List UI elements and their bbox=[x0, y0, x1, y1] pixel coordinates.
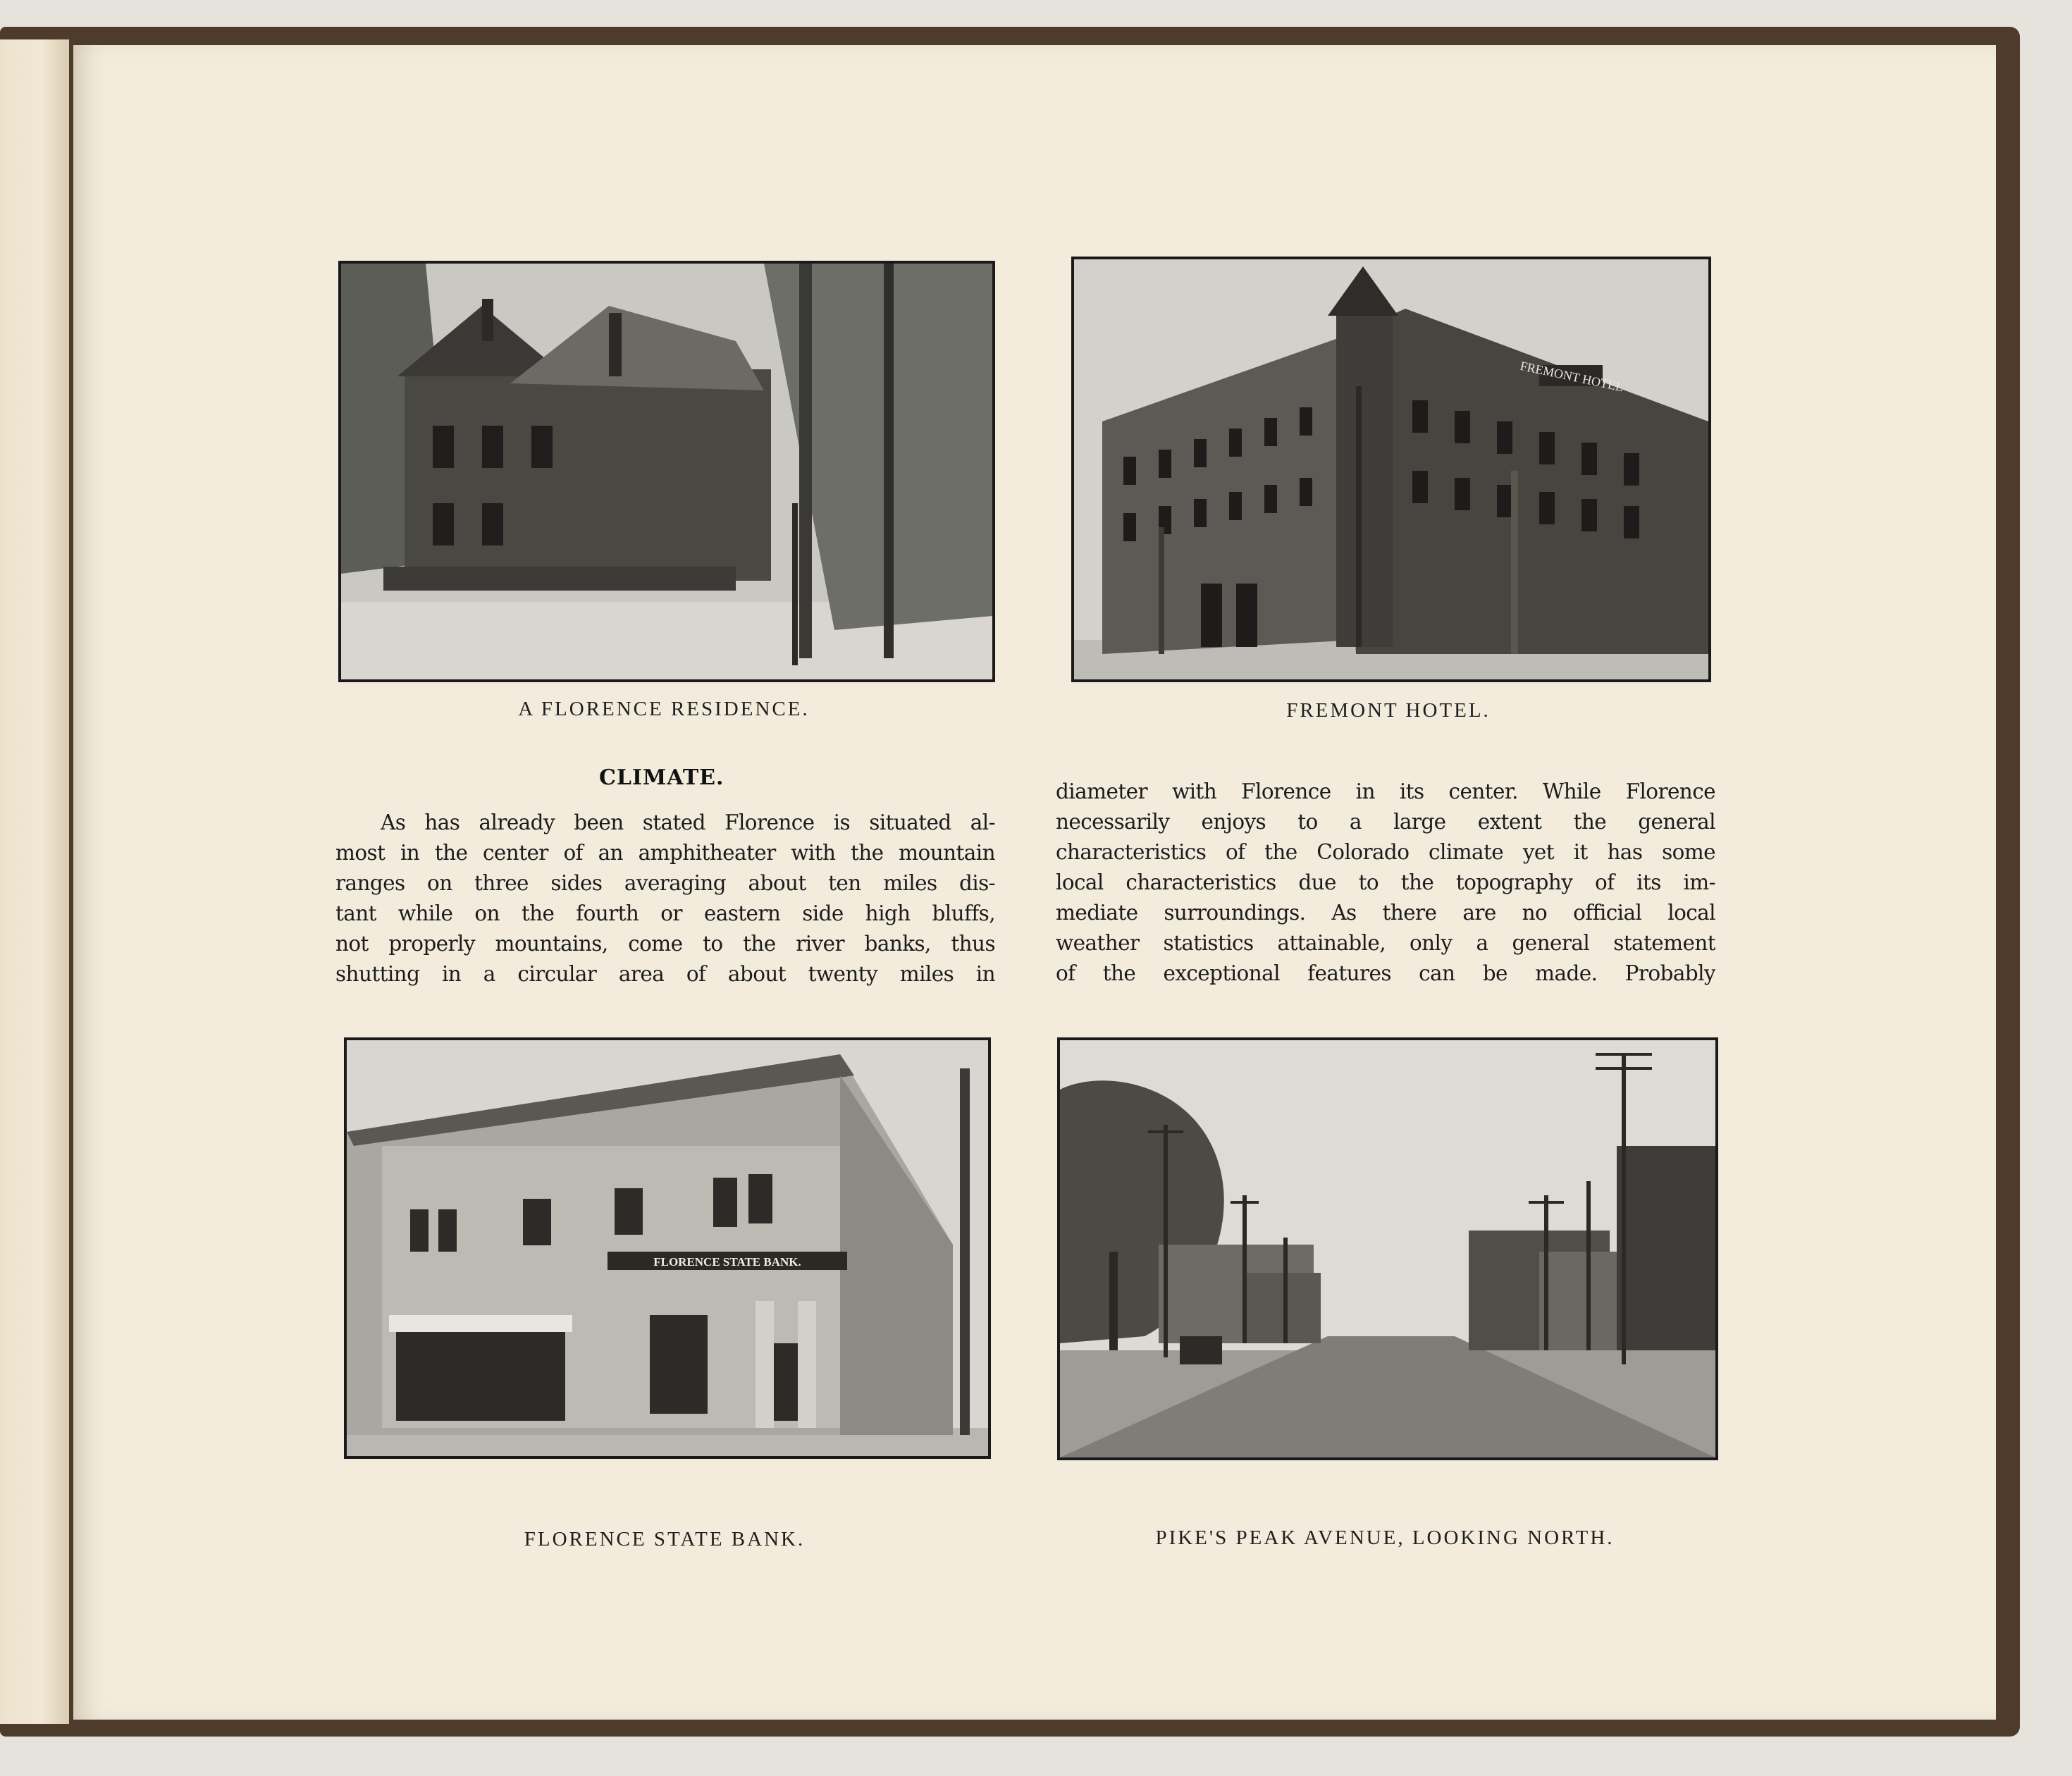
paragraph-line: of the exceptional features can be made. Probably bbox=[1056, 961, 1715, 985]
paragraph-line: shutting in a circular area of about twenty miles in bbox=[335, 962, 995, 986]
caption-pikes-peak-avenue: PIKE'S PEAK AVENUE, LOOKING NORTH. bbox=[1155, 1527, 1615, 1549]
left-page-edge bbox=[0, 39, 69, 1724]
bank-sign: FLORENCE STATE BANK. bbox=[653, 1255, 801, 1269]
paragraph-line: local characteristics due to the topography of its im- bbox=[1056, 870, 1715, 894]
paragraph-line: weather statistics attainable, only a general statement bbox=[1056, 931, 1715, 955]
photo-pikes-peak-avenue bbox=[1057, 1037, 1718, 1460]
section-heading-climate: CLIMATE. bbox=[599, 765, 724, 790]
text-column-left bbox=[335, 808, 995, 989]
paragraph-line: not properly mountains, come to the river banks, thus bbox=[335, 932, 995, 956]
paragraph-line: most in the center of an amphitheater with the mountain bbox=[335, 841, 995, 865]
paragraph-line: diameter with Florence in its center. While Florence bbox=[1056, 779, 1715, 803]
book-page bbox=[73, 45, 1996, 1720]
photo-florence-state-bank bbox=[344, 1037, 991, 1459]
paragraph-line: characteristics of the Colorado climate yet it has some bbox=[1056, 840, 1715, 864]
paragraph-line: As has already been stated Florence is situated al- bbox=[381, 810, 995, 834]
text-column-right bbox=[1056, 777, 1715, 989]
caption-florence-state-bank: FLORENCE STATE BANK. bbox=[524, 1528, 806, 1550]
hotel-sign: FREMONT HOTEL bbox=[1519, 358, 1625, 395]
caption-fremont-hotel: FREMONT HOTEL. bbox=[1286, 699, 1491, 722]
photo-florence-residence bbox=[338, 261, 995, 682]
paragraph-line: ranges on three sides averaging about ten miles dis- bbox=[335, 871, 995, 895]
paragraph-line: necessarily enjoys to a large extent the general bbox=[1056, 810, 1715, 834]
paragraph-line: tant while on the fourth or eastern side high bluffs, bbox=[335, 901, 995, 925]
caption-florence-residence: A FLORENCE RESIDENCE. bbox=[518, 698, 810, 720]
photo-fremont-hotel bbox=[1071, 257, 1711, 682]
paragraph-line: mediate surroundings. As there are no official local bbox=[1056, 901, 1715, 925]
